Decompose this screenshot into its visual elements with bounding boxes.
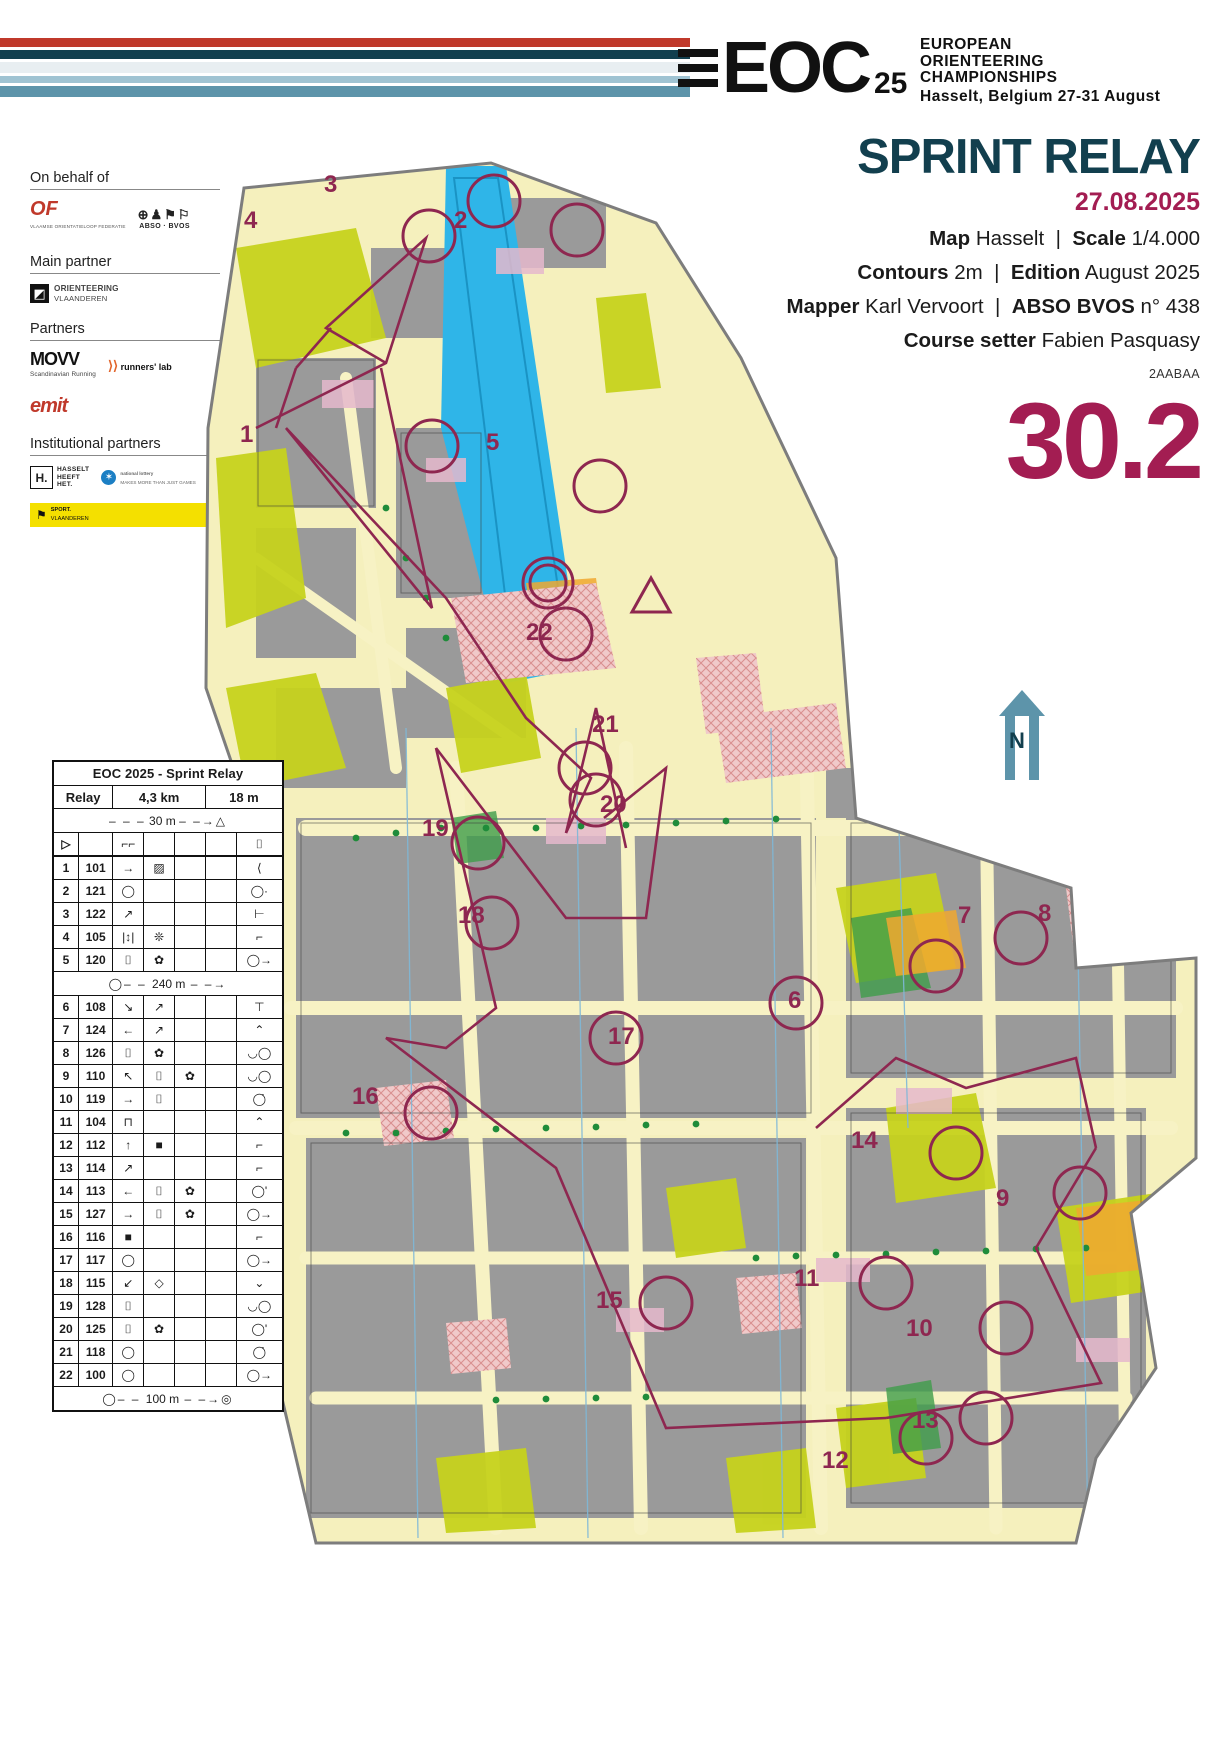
cd-code-14: 113 xyxy=(78,1180,112,1203)
cd-col7-2: ◯· xyxy=(236,880,282,903)
cd-col7-4: ⌐ xyxy=(236,926,282,949)
cd-col7-14: ◯' xyxy=(236,1180,282,1203)
map-value: Hasselt xyxy=(975,227,1045,250)
banner-stripe-pale xyxy=(0,62,690,73)
orienteering-map xyxy=(196,128,1196,1548)
ovl-mark-icon: ◩ xyxy=(30,284,49,303)
cd-class: Relay xyxy=(54,786,113,809)
eoc-line-3: CHAMPIONSHIPS xyxy=(920,69,1058,86)
cd-col6-3 xyxy=(205,903,236,926)
cd-col6-11 xyxy=(205,1111,236,1134)
banner-stripe-blue xyxy=(0,86,690,97)
cd-code-6: 108 xyxy=(78,996,112,1019)
cd-number-10: 10 xyxy=(54,1088,79,1111)
cd-number-1: 1 xyxy=(54,857,79,880)
svg-text:15: 15 xyxy=(596,1287,623,1314)
cd-mid-leg: ◯– – 240 m – –→ xyxy=(54,972,283,996)
eoc-logo xyxy=(678,28,1229,111)
svg-text:9: 9 xyxy=(996,1185,1010,1212)
cd-col6-5 xyxy=(205,949,236,972)
eoc-subtitle xyxy=(920,37,1160,105)
cd-col7-6: ⊤ xyxy=(236,996,282,1019)
svg-text:14: 14 xyxy=(851,1127,878,1154)
movv-sub: Scandinavian Running xyxy=(30,371,96,378)
cd-col7-21: ◯̇ xyxy=(236,1341,282,1364)
cd-row-start xyxy=(54,833,283,856)
cd-col5-3 xyxy=(175,903,206,926)
cd-code-9: 110 xyxy=(78,1065,112,1088)
logo-national-lottery xyxy=(101,469,195,487)
cd-col3-12: ↑ xyxy=(113,1134,144,1157)
cd-col3-11: ⊓ xyxy=(113,1111,144,1134)
cd-col5-6 xyxy=(175,996,206,1019)
cd-col6-14 xyxy=(205,1180,236,1203)
cd-col7-7: ⌃ xyxy=(236,1019,282,1042)
cd-code-16: 116 xyxy=(78,1226,112,1249)
scale-label: Scale xyxy=(1072,227,1126,250)
cd-col7-20: ◯' xyxy=(236,1318,282,1341)
cd-col5-11 xyxy=(175,1111,206,1134)
cd-code-22: 100 xyxy=(78,1364,112,1387)
runners-lab-label: runners' lab xyxy=(120,362,172,373)
sponsor-column xyxy=(30,170,220,545)
cd-col6-10 xyxy=(205,1088,236,1111)
ovl-line-1: ORIENTEERING xyxy=(54,284,119,293)
cd-col5-12 xyxy=(175,1134,206,1157)
ovl-line-2: VLAANDEREN xyxy=(54,293,108,303)
logo-runners-lab xyxy=(107,358,172,374)
cd-length: 4,3 km xyxy=(113,786,206,809)
sponsor-heading-on-behalf: On behalf of xyxy=(30,170,220,190)
table-row xyxy=(54,880,283,903)
table-row xyxy=(54,1042,283,1065)
cd-start-symbol: ▷ xyxy=(54,833,79,856)
table-row xyxy=(54,857,283,880)
cd-col4-9: ⌷ xyxy=(144,1065,175,1088)
svg-text:2: 2 xyxy=(454,207,468,234)
hasselt-line-1: HASSELT xyxy=(57,466,90,474)
north-arrow xyxy=(985,690,1055,780)
hasselt-line-3: HET. xyxy=(57,481,73,489)
national-lottery-sub: MAKES MORE THAN JUST GAMES xyxy=(120,479,196,485)
cd-col6-6 xyxy=(205,996,236,1019)
cd-number-7: 7 xyxy=(54,1019,79,1042)
logo-movv xyxy=(30,351,96,383)
svg-text:18: 18 xyxy=(458,902,485,929)
cd-col5-21 xyxy=(175,1341,206,1364)
cd-number-18: 18 xyxy=(54,1272,79,1295)
cd-code-2: 121 xyxy=(78,880,112,903)
cd-col6-20 xyxy=(205,1318,236,1341)
cd-number-14: 14 xyxy=(54,1180,79,1203)
cd-code-15: 127 xyxy=(78,1203,112,1226)
cd-col4-13 xyxy=(144,1157,175,1180)
cd-col4-19 xyxy=(144,1295,175,1318)
national-lottery-mark-icon: ✶ xyxy=(101,470,116,485)
runners-lab-mark-icon: ⟩⟩ xyxy=(107,358,119,374)
eoc-wordmark: EOC xyxy=(722,28,870,108)
cd-col5-16 xyxy=(175,1226,206,1249)
table-row xyxy=(54,996,283,1019)
table-row xyxy=(54,1203,283,1226)
scale-value: 1/4.000 xyxy=(1131,227,1200,250)
cd-col7-1: ⟨ xyxy=(236,857,282,880)
cd-col5-13 xyxy=(175,1157,206,1180)
cd-number-20: 20 xyxy=(54,1318,79,1341)
cd-col6-18 xyxy=(205,1272,236,1295)
cd-col3-10: → xyxy=(113,1088,144,1111)
cd-col3-17: ◯ xyxy=(113,1249,144,1272)
eoc-location-line: Hasselt, Belgium 27-31 August xyxy=(920,87,1161,105)
sport-vlaanderen-mark-icon: ⚑ xyxy=(36,508,47,522)
cd-col5-22 xyxy=(175,1364,206,1387)
cd-col6-2 xyxy=(205,880,236,903)
cd-col6-17 xyxy=(205,1249,236,1272)
table-row xyxy=(54,1065,283,1088)
cd-col4-2 xyxy=(144,880,175,903)
bib-number: 30.2 xyxy=(1005,380,1200,501)
cd-code-5: 120 xyxy=(78,949,112,972)
table-row xyxy=(54,1180,283,1203)
cd-number-15: 15 xyxy=(54,1203,79,1226)
cd-number-9: 9 xyxy=(54,1065,79,1088)
abso-bvos-label: ABSO · BVOS xyxy=(139,222,190,230)
eoc-bars-icon xyxy=(678,49,718,95)
sponsor-heading-partners: Partners xyxy=(30,321,220,341)
mapper-value: Karl Vervoort xyxy=(865,295,984,318)
cd-sym-stairs: ⌐⌐ xyxy=(113,833,144,856)
cd-col3-6: ↘ xyxy=(113,996,144,1019)
svg-text:17: 17 xyxy=(608,1023,635,1050)
cd-col7-3: ⊢ xyxy=(236,903,282,926)
cd-col3-22: ◯ xyxy=(113,1364,144,1387)
cd-code-8: 126 xyxy=(78,1042,112,1065)
cd-col5-2 xyxy=(175,880,206,903)
table-row xyxy=(54,1134,283,1157)
cd-col7-22: ◯→ xyxy=(236,1364,282,1387)
eoc-line-1: EUROPEAN xyxy=(920,36,1012,53)
cd-col3-5: ⌷ xyxy=(113,949,144,972)
cd-col6-21 xyxy=(205,1341,236,1364)
svg-text:1: 1 xyxy=(240,421,254,448)
svg-text:10: 10 xyxy=(906,1315,933,1342)
cd-number-12: 12 xyxy=(54,1134,79,1157)
svg-text:13: 13 xyxy=(912,1407,939,1434)
table-row xyxy=(54,1295,283,1318)
sponsor-group-on-behalf xyxy=(30,170,220,236)
cd-col5-20 xyxy=(175,1318,206,1341)
cd-col7-15: ◯→ xyxy=(236,1203,282,1226)
cd-col4-17 xyxy=(144,1249,175,1272)
cd-col3-18: ↙ xyxy=(113,1272,144,1295)
mapper-label: Mapper xyxy=(786,295,860,318)
edition-value: August 2025 xyxy=(1084,261,1200,284)
cd-col4-14: ⌷ xyxy=(144,1180,175,1203)
cd-col7-10: ◯̇ xyxy=(236,1088,282,1111)
cd-number-5: 5 xyxy=(54,949,79,972)
movv-name: MOVV xyxy=(30,349,80,369)
banner-stripe-darkblue xyxy=(0,50,690,59)
cd-code-3: 122 xyxy=(78,903,112,926)
cd-col3-21: ◯ xyxy=(113,1341,144,1364)
svg-text:20: 20 xyxy=(600,791,627,818)
cd-col7-19: ◡◯ xyxy=(236,1295,282,1318)
cd-title: EOC 2025 - Sprint Relay xyxy=(54,762,283,786)
cd-col3-19: ⌷ xyxy=(113,1295,144,1318)
cd-col4-5: ✿ xyxy=(144,949,175,972)
cd-number-22: 22 xyxy=(54,1364,79,1387)
table-row xyxy=(54,1226,283,1249)
cd-col4-10: ⌷ xyxy=(144,1088,175,1111)
table-row xyxy=(54,1341,283,1364)
cd-finish-leg: ◯– – 100 m – –→◎ xyxy=(54,1387,283,1411)
cd-col3-4: |↕| xyxy=(113,926,144,949)
cd-col6-7 xyxy=(205,1019,236,1042)
cd-col5-18 xyxy=(175,1272,206,1295)
contours-value: 2m xyxy=(954,261,983,284)
cd-code-17: 117 xyxy=(78,1249,112,1272)
cd-col4-18: ◇ xyxy=(144,1272,175,1295)
course-setter-label: Course setter xyxy=(903,329,1036,352)
cd-col3-8: ⌷ xyxy=(113,1042,144,1065)
svg-text:6: 6 xyxy=(788,987,802,1014)
cd-col6-1 xyxy=(205,857,236,880)
cd-sym-statue: ⌷ xyxy=(236,833,282,856)
eoc-line-2: ORIENTEERING xyxy=(920,52,1044,70)
cd-col7-9: ◡◯ xyxy=(236,1065,282,1088)
cd-col4-16 xyxy=(144,1226,175,1249)
cd-col7-8: ◡◯ xyxy=(236,1042,282,1065)
sport-vlaanderen-line-1: SPORT. xyxy=(50,507,71,513)
cd-code-18: 115 xyxy=(78,1272,112,1295)
cd-col6-8 xyxy=(205,1042,236,1065)
cd-col7-16: ⌐ xyxy=(236,1226,282,1249)
cd-col6-15 xyxy=(205,1203,236,1226)
cd-code-7: 124 xyxy=(78,1019,112,1042)
eoc-edition-number: 25 xyxy=(874,67,908,100)
cd-col4-8: ✿ xyxy=(144,1042,175,1065)
cd-col4-12: ■ xyxy=(144,1134,175,1157)
cd-col4-1: ▨ xyxy=(144,857,175,880)
sponsor-heading-main-partner: Main partner xyxy=(30,254,220,274)
table-row xyxy=(54,926,283,949)
cd-code-13: 114 xyxy=(78,1157,112,1180)
cd-col4-7: ↗ xyxy=(144,1019,175,1042)
cd-col5-9: ✿ xyxy=(175,1065,206,1088)
sep-1: | xyxy=(1055,227,1061,250)
cd-col7-17: ◯→ xyxy=(236,1249,282,1272)
cd-col6-4 xyxy=(205,926,236,949)
table-row xyxy=(54,1249,283,1272)
logo-sport-vlaanderen xyxy=(30,503,220,527)
cd-col6-19 xyxy=(205,1295,236,1318)
table-row xyxy=(54,1364,283,1387)
edition-label: Edition xyxy=(1010,261,1081,284)
cd-code-4: 105 xyxy=(78,926,112,949)
sport-vlaanderen-line-2: VLAANDEREN xyxy=(50,516,89,522)
club-label: ABSO BVOS xyxy=(1011,295,1135,318)
vof-name: OF xyxy=(30,198,58,220)
cd-col5-19 xyxy=(175,1295,206,1318)
cd-number-4: 4 xyxy=(54,926,79,949)
cd-col4-21 xyxy=(144,1341,175,1364)
svg-text:16: 16 xyxy=(352,1083,379,1110)
svg-text:11: 11 xyxy=(794,1265,820,1292)
table-row xyxy=(54,949,283,972)
sheet-code: 2AABAA xyxy=(1148,367,1200,381)
cd-number-6: 6 xyxy=(54,996,79,1019)
cd-col5-5 xyxy=(175,949,206,972)
cd-col3-1: → xyxy=(113,857,144,880)
sep-2: | xyxy=(994,261,1000,284)
svg-text:21: 21 xyxy=(592,711,619,738)
cd-col7-18: ⌄ xyxy=(236,1272,282,1295)
cd-col5-17 xyxy=(175,1249,206,1272)
cd-col7-12: ⌐ xyxy=(236,1134,282,1157)
logo-abso-bvos xyxy=(138,207,192,230)
svg-text:4: 4 xyxy=(244,207,258,234)
cd-col4-6: ↗ xyxy=(144,996,175,1019)
sponsor-group-main-partner xyxy=(30,254,220,303)
contours-label: Contours xyxy=(857,261,949,284)
svg-text:12: 12 xyxy=(822,1447,849,1474)
vof-sub: VLAAMSE ORIENTATIELOOP FEDERATIE xyxy=(30,224,126,229)
cd-col5-15: ✿ xyxy=(175,1203,206,1226)
sponsor-group-institutional xyxy=(30,436,220,527)
cd-col4-22 xyxy=(144,1364,175,1387)
cd-col5-8 xyxy=(175,1042,206,1065)
cd-code-21: 118 xyxy=(78,1341,112,1364)
cd-col3-20: ⌷ xyxy=(113,1318,144,1341)
table-row xyxy=(54,1111,283,1134)
cd-code-1: 101 xyxy=(78,857,112,880)
cd-col4-15: ⌷ xyxy=(144,1203,175,1226)
top-banner xyxy=(0,0,1229,118)
logo-orienteering-vlaanderen xyxy=(30,284,220,303)
cd-number-8: 8 xyxy=(54,1042,79,1065)
logo-emit: emit xyxy=(30,395,68,417)
cd-col4-11 xyxy=(144,1111,175,1134)
logo-hasselt xyxy=(30,466,89,489)
hasselt-line-2: HEEFT xyxy=(57,473,81,481)
cd-climb: 18 m xyxy=(205,786,282,809)
control-description-table xyxy=(52,760,284,1412)
cd-number-2: 2 xyxy=(54,880,79,903)
cd-col3-14: ← xyxy=(113,1180,144,1203)
abso-glyphs-icon: ⊕♟⚑⚐ xyxy=(137,206,192,222)
cd-col3-16: ■ xyxy=(113,1226,144,1249)
svg-text:8: 8 xyxy=(1038,900,1052,927)
cd-col5-7 xyxy=(175,1019,206,1042)
cd-number-19: 19 xyxy=(54,1295,79,1318)
cd-col4-20: ✿ xyxy=(144,1318,175,1341)
cd-col3-13: ↗ xyxy=(113,1157,144,1180)
map-label: Map xyxy=(929,227,971,250)
banner-stripe-red xyxy=(0,38,690,47)
course-setter-value: Fabien Pasquasy xyxy=(1041,329,1200,352)
cd-col7-13: ⌐ xyxy=(236,1157,282,1180)
cd-col6-9 xyxy=(205,1065,236,1088)
map-svg xyxy=(196,128,1196,1548)
cd-code-10: 119 xyxy=(78,1088,112,1111)
national-lottery-label: national lottery xyxy=(120,470,154,476)
cd-code-20: 125 xyxy=(78,1318,112,1341)
cd-code-12: 112 xyxy=(78,1134,112,1157)
svg-text:7: 7 xyxy=(958,902,972,929)
page-title: SPRINT RELAY xyxy=(857,130,1200,184)
cd-col6-12 xyxy=(205,1134,236,1157)
table-row xyxy=(54,1088,283,1111)
cd-start-leg: – – – 30 m – –→△ xyxy=(54,809,283,833)
cd-col5-14: ✿ xyxy=(175,1180,206,1203)
race-date: 27.08.2025 xyxy=(1074,188,1200,216)
cd-col4-3 xyxy=(144,903,175,926)
svg-text:5: 5 xyxy=(486,429,500,456)
cd-code-19: 128 xyxy=(78,1295,112,1318)
cd-col4-4: ❊ xyxy=(144,926,175,949)
cd-col3-9: ↖ xyxy=(113,1065,144,1088)
cd-col7-11: ⌃ xyxy=(236,1111,282,1134)
table-row xyxy=(54,903,283,926)
cd-number-17: 17 xyxy=(54,1249,79,1272)
cd-code-11: 104 xyxy=(78,1111,112,1134)
cd-table xyxy=(53,761,283,856)
cd-number-16: 16 xyxy=(54,1226,79,1249)
north-label: N xyxy=(1009,728,1025,753)
sponsor-heading-institutional: Institutional partners xyxy=(30,436,220,456)
cd-number-3: 3 xyxy=(54,903,79,926)
cd-col3-7: ← xyxy=(113,1019,144,1042)
banner-stripe-lightblue xyxy=(0,76,690,83)
cd-number-13: 13 xyxy=(54,1157,79,1180)
cd-col5-10 xyxy=(175,1088,206,1111)
sep-3: | xyxy=(995,295,1001,318)
cd-col7-5: ◯→ xyxy=(236,949,282,972)
logo-vof xyxy=(30,200,126,236)
cd-col5-1 xyxy=(175,857,206,880)
svg-text:19: 19 xyxy=(422,815,449,842)
cd-col6-13 xyxy=(205,1157,236,1180)
cd-col5-4 xyxy=(175,926,206,949)
cd-col3-15: → xyxy=(113,1203,144,1226)
cd-number-21: 21 xyxy=(54,1341,79,1364)
cd-col3-3: ↗ xyxy=(113,903,144,926)
table-row xyxy=(54,1019,283,1042)
sponsor-group-partners xyxy=(30,321,220,418)
svg-text:3: 3 xyxy=(324,171,338,198)
table-row xyxy=(54,1157,283,1180)
hasselt-initial: H. xyxy=(30,466,53,489)
cd-number-11: 11 xyxy=(54,1111,79,1134)
cd-col6-22 xyxy=(205,1364,236,1387)
table-row xyxy=(54,1318,283,1341)
svg-text:22: 22 xyxy=(526,619,553,646)
cd-col6-16 xyxy=(205,1226,236,1249)
cd-col3-2: ◯ xyxy=(113,880,144,903)
cd-rows xyxy=(53,856,283,1411)
table-row xyxy=(54,1272,283,1295)
club-value: n° 438 xyxy=(1140,295,1200,318)
